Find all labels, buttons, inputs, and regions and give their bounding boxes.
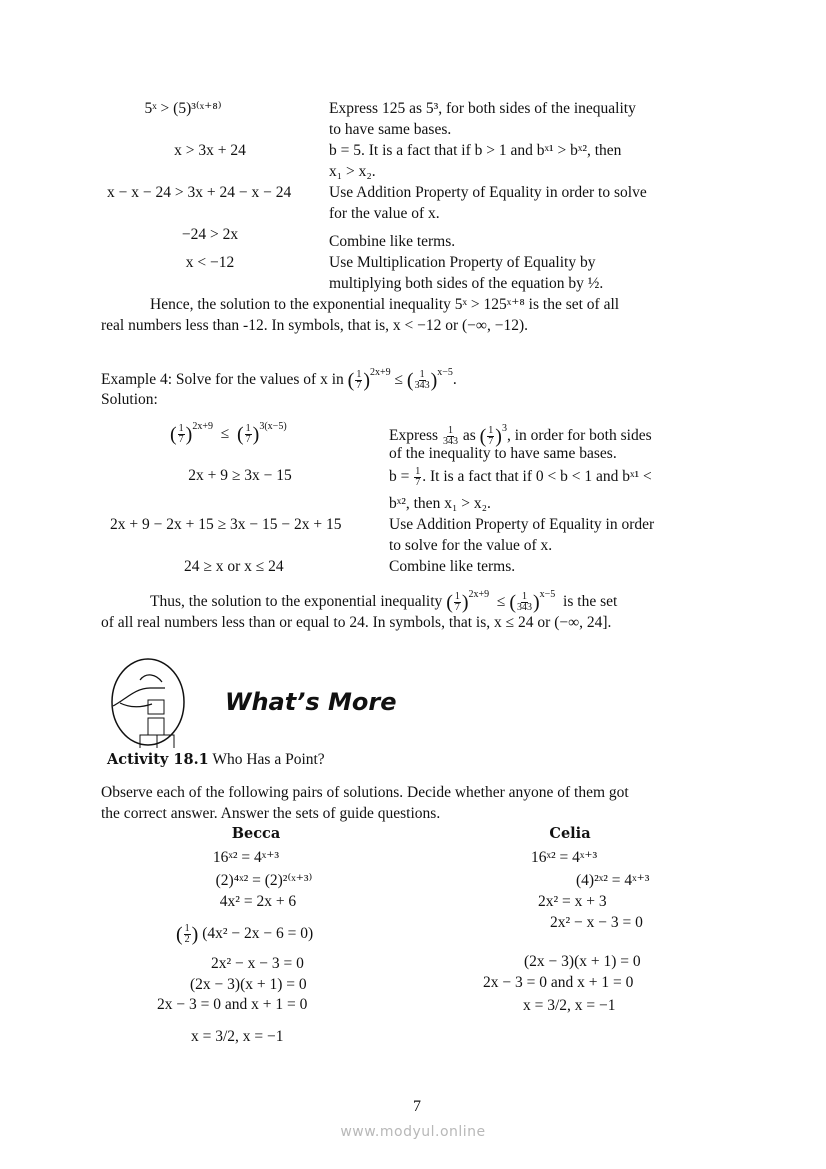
- becca-line: 2x − 3 = 0 and x + 1 = 0: [157, 996, 308, 1013]
- celia-line: (2x − 3)(x + 1) = 0: [524, 953, 641, 970]
- ex3-step5-note: Use Multiplication Property of Equality by: [329, 254, 596, 271]
- ex3-step5-note: multiplying both sides of the equation by ½.: [329, 275, 604, 292]
- ex3-step5-eq: x < −12: [185, 254, 235, 271]
- ex4-step3-eq: 2x + 9 − 2x + 15 ≥ 3x − 15 − 2x + 15: [110, 516, 342, 533]
- activity-heading: [107, 751, 325, 769]
- ex4-step3-note: Use Addition Property of Equality in order: [389, 516, 655, 533]
- ex4-step4-note: Combine like terms.: [389, 558, 516, 575]
- becca-line: ( $\frac{1}{2}$ ) (4x² − 2x − 6 = 0): [176, 923, 314, 946]
- ex4-step2-note: bˣ², then x₁ > x₂.: [389, 495, 491, 512]
- ex3-step3-note: Use Addition Property of Equality in order to solve: [329, 184, 647, 201]
- celia-line: 2x² = x + 3: [538, 893, 607, 910]
- fraction: $\frac{1}{343}$: [414, 368, 430, 391]
- ex4-step1-note: Express $\frac{1}{343}$ as ( $\frac{1}{7}$ )$^3$, in order for both sides: [389, 423, 652, 448]
- ex4-step1-eq: ( $\frac{1}{7}$ )$^{2x+9}$ ≤ ( $\frac{1}{7}$ )$^{3(x-5)}$: [170, 421, 287, 446]
- celia-line: x = 3/2, x = −1: [523, 997, 616, 1014]
- ex4-step2-note: b = $\frac{1}{7}$ . It is a fact that if 0 < b < 1 and bˣ¹ <: [389, 466, 652, 488]
- ex4-step2-eq: 2x + 9 ≥ 3x − 15: [188, 467, 292, 484]
- ex3-step4-eq: −24 > 2x: [181, 226, 239, 243]
- activity-name: Who Has a Point?: [212, 751, 325, 768]
- becca-line: (2x − 3)(x + 1) = 0: [190, 976, 307, 993]
- ex3-step1-note: to have same bases.: [329, 121, 452, 138]
- hand-stacking-blocks-icon: [110, 658, 190, 748]
- celia-line: 2x² − x − 3 = 0: [550, 914, 643, 931]
- ex3-step4-note: Combine like terms.: [329, 233, 456, 250]
- exponent: 2x+9: [370, 367, 391, 378]
- becca-line: x = 3/2, x = −1: [191, 1028, 284, 1045]
- ex3-conclusion: Hence, the solution to the exponential inequality 5ˣ > 125ˣ⁺⁸ is the set of all: [150, 296, 620, 313]
- ex4-step1-note: of the inequality to have same bases.: [389, 445, 617, 462]
- ex3-step3-note: for the value of x.: [329, 205, 440, 222]
- ex3-step1-note: Express 125 as 5³, for both sides of the inequality: [329, 100, 636, 117]
- becca-line: 16ˣ² = 4ˣ⁺³: [212, 849, 280, 866]
- ex3-step2-eq: x > 3x + 24: [174, 142, 246, 159]
- activity-label: Activity 18.1: [107, 751, 209, 768]
- celia-line: 2x − 3 = 0 and x + 1 = 0: [483, 974, 634, 991]
- ex3-step2-note: b = 5. It is a fact that if b > 1 and bˣ¹ > bˣ², then: [329, 142, 622, 159]
- ex4-step3-note: to solve for the value of x.: [389, 537, 553, 554]
- ex4-conclusion: of all real numbers less than or equal to 24. In symbols, that is, x ≤ 24 or (−∞, 24].: [101, 614, 612, 631]
- page-number: 7: [413, 1098, 421, 1115]
- exponent: x−5: [437, 367, 453, 378]
- ex3-step2-note: x₁ > x₂.: [329, 163, 376, 180]
- celia-heading: Celia: [549, 825, 591, 842]
- watermark: www.modyul.online: [340, 1124, 486, 1140]
- ex4-conclusion: Thus, the solution to the exponential inequality ( $\frac{1}{7}$ )$^{2x+9}$ ≤ ( $\frac{1}{343}$ )$^{x-5}$ is the set: [150, 589, 618, 614]
- ex4-prompt: Example 4: Solve for the values of x in ( $\frac{1}{7}$ )$^{2x+9}$ ≤ ( $\frac{1}{343}$ )$^{x-5}$.: [101, 367, 457, 392]
- ex3-step1-eq: 5ˣ > (5)³⁽ˣ⁺⁸⁾: [144, 100, 222, 117]
- celia-line: 16ˣ² = 4ˣ⁺³: [531, 849, 598, 866]
- becca-line: (2)⁴ˣ² = (2)²⁽ˣ⁺³⁾: [215, 872, 313, 889]
- solution-label: Solution:: [101, 391, 158, 408]
- becca-heading: Becca: [231, 825, 281, 842]
- ex4-step4-eq: 24 ≥ x or x ≤ 24: [184, 558, 284, 575]
- activity-instructions: Observe each of the following pairs of solutions. Decide whether anyone of them got: [101, 784, 629, 801]
- celia-line: (4)²ˣ² = 4ˣ⁺³: [576, 872, 650, 889]
- ex3-step3-eq: x − x − 24 > 3x + 24 − x − 24: [107, 184, 292, 201]
- becca-line: 4x² = 2x + 6: [219, 893, 297, 910]
- becca-line: 2x² − x − 3 = 0: [211, 955, 304, 972]
- ex3-conclusion: real numbers less than -12. In symbols, that is, x < −12 or (−∞, −12).: [101, 317, 528, 334]
- activity-instructions: the correct answer. Answer the sets of guide questions.: [101, 805, 441, 822]
- fraction: $\frac{1}{7}$: [356, 368, 362, 391]
- ex4-prompt-text: Example 4: Solve for the values of x in: [101, 371, 344, 388]
- section-title: What’s More: [225, 688, 397, 716]
